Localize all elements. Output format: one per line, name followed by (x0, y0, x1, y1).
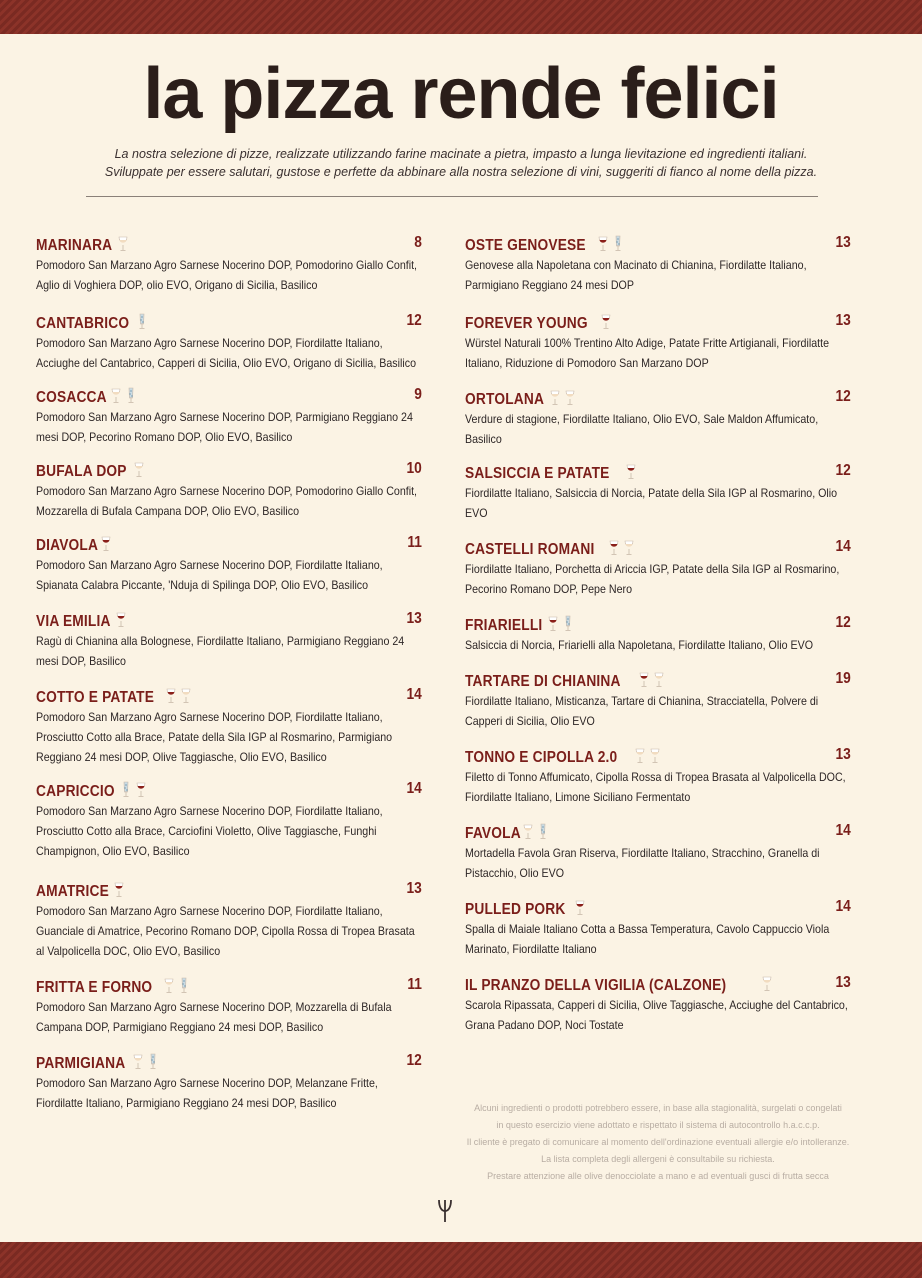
red-wine-glass-icon (135, 780, 147, 803)
wine-pairing (574, 898, 589, 921)
menu-item (465, 388, 851, 450)
pizza-name: ORTOLANA (465, 390, 545, 408)
pizza-price: 12 (835, 462, 851, 479)
sparkling-wine-glass-icon (178, 976, 190, 999)
red-wine-glass-icon (625, 462, 637, 485)
pizza-name: TONNO E CIPOLLA 2.0 (465, 748, 618, 766)
wine-pairing (522, 822, 552, 845)
menu-item (36, 460, 422, 522)
white-wine-glass-icon (549, 388, 561, 411)
menu-item (36, 312, 422, 374)
pizza-name: CAPRICCIO (36, 782, 115, 800)
bottom-decorative-band (0, 1242, 922, 1278)
menu-item (465, 746, 851, 808)
white-wine-glass-icon (623, 538, 635, 561)
wine-pairing (625, 462, 640, 485)
pizza-ingredients: Fiordilatte Italiano, Misticanza, Tartare di Chianina, Stracciatella, Polvere di Capperi di Sicilia, Olio EVO (465, 695, 819, 728)
pizza-price: 13 (835, 746, 851, 763)
red-wine-glass-icon (600, 312, 612, 335)
pizza-name: FRITTA E FORNO (36, 978, 153, 996)
menu-item (465, 670, 851, 732)
pizza-price: 14 (406, 780, 422, 797)
wine-pairing (132, 1052, 162, 1075)
pizza-price: 13 (835, 974, 851, 991)
menu-item (36, 976, 422, 1038)
pizza-name: COTTO E PATATE (36, 688, 155, 706)
sparkling-wine-glass-icon (125, 386, 137, 409)
pizza-ingredients: Verdure di stagione, Fiordilatte Italiano, Olio EVO, Sale Maldon Affumicato, Basilico (465, 413, 819, 446)
menu-item (465, 974, 851, 1036)
pizza-price: 14 (835, 538, 851, 555)
intro-line-2: Sviluppate per essere salutari, gustose e perfette da abbinare alla nostra selezione di vini, suggeriti di fianco al nome della pizza. (104, 165, 818, 179)
menu-item (465, 234, 851, 296)
disclaimer-line: Alcuni ingredienti o prodotti potrebbero essere, in base alla stagionalità, surgelati o congelati (474, 1103, 842, 1113)
menu-item (465, 822, 851, 884)
red-wine-glass-icon (547, 614, 559, 637)
menu-item (36, 234, 422, 296)
white-wine-glass-icon (522, 822, 534, 845)
menu-item (465, 538, 851, 600)
pizza-name: FRIARIELLI (465, 616, 543, 634)
menu-item (465, 898, 851, 960)
pizza-price: 12 (835, 388, 851, 405)
sparkling-wine-glass-icon (120, 780, 132, 803)
red-wine-glass-icon (165, 686, 177, 709)
menu-item (36, 610, 422, 672)
pizza-ingredients: Salsiccia di Norcia, Friarielli alla Napoletana, Fiordilatte Italiano, Olio EVO (465, 639, 813, 652)
disclaimer-line: in questo esercizio viene adottato e rispettato il sistema di autocontrollo h.a.c.c.p. (496, 1120, 820, 1130)
pizza-name: CASTELLI ROMANI (465, 540, 595, 558)
pizza-ingredients: Spalla di Maiale Italiano Cotta a Bassa Temperatura, Cavolo Cappuccio Viola Marinato, Fiordilatte Italiano (465, 923, 830, 956)
wine-pairing (115, 610, 130, 633)
pizza-name: TARTARE DI CHIANINA (465, 672, 621, 690)
pizza-ingredients: Mortadella Favola Gran Riserva, Fiordilatte Italiano, Stracchino, Granella di Pistacchio, Olio EVO (465, 847, 820, 880)
intro-line-1: La nostra selezione di pizze, realizzate utilizzando farine macinate a pietra, impasto a lunga lievitazione ed ingredienti italiani. (114, 147, 808, 161)
red-wine-glass-icon (574, 898, 586, 921)
wine-pairing (638, 670, 668, 693)
header-divider (86, 196, 818, 197)
pizza-price: 13 (835, 234, 851, 251)
pizza-name: SALSICCIA E PATATE (465, 464, 610, 482)
pizza-price: 13 (406, 610, 422, 627)
red-wine-glass-icon (113, 880, 125, 903)
wine-pairing (549, 388, 579, 411)
pizza-ingredients: Pomodoro San Marzano Agro Sarnese Nocerino DOP, Fiordilatte Italiano, Acciughe del Cantabrico, Capperi di Sicilia, Olio EVO, Origano di Sicilia, Basilico (36, 337, 417, 370)
pizza-name: PARMIGIANA (36, 1054, 126, 1072)
menu-column-left (36, 234, 422, 1114)
pizza-price: 14 (835, 898, 851, 915)
pizza-name: VIA EMILIA (36, 612, 111, 630)
page-title: la pizza rende felici (143, 54, 779, 134)
pizza-price: 8 (414, 234, 422, 251)
pizza-price: 10 (406, 460, 422, 477)
pizza-ingredients: Pomodoro San Marzano Agro Sarnese Nocerino DOP, Melanzane Fritte, Fiordilatte Italiano, Parmigiano Reggiano 24 mesi DOP, Basilico (36, 1077, 378, 1110)
menu-column-right (465, 234, 851, 1036)
sparkling-wine-glass-icon (136, 312, 148, 335)
pizza-price: 12 (406, 312, 422, 329)
white-wine-glass-icon (117, 234, 129, 257)
red-wine-glass-icon (597, 234, 609, 257)
pizza-ingredients: Genovese alla Napoletana con Macinato di Chianina, Fiordilatte Italiano, Parmigiano Reggiano 24 mesi DOP (465, 259, 807, 292)
pizza-name: IL PRANZO DELLA VIGILIA (CALZONE) (465, 976, 727, 994)
disclaimer-line: Il cliente è pregato di comunicare al momento dell'ordinazione eventuali allergie e/o intolleranze. (466, 1137, 850, 1147)
menu-item (465, 312, 851, 374)
red-wine-glass-icon (638, 670, 650, 693)
menu-item (36, 686, 422, 768)
pizza-name: MARINARA (36, 236, 113, 254)
pizza-price: 13 (835, 312, 851, 329)
pizza-ingredients: Pomodoro San Marzano Agro Sarnese Nocerino DOP, Parmigiano Reggiano 24 mesi DOP, Pecorino Romano DOP, Olio EVO, Basilico (36, 411, 413, 444)
intro-text (40, 145, 882, 181)
allergen-disclaimer (462, 1100, 854, 1185)
pizza-name: OSTE GENOVESE (465, 236, 586, 254)
white-wine-glass-icon (653, 670, 665, 693)
wine-pairing (165, 686, 195, 709)
wine-pairing (163, 976, 193, 999)
white-wine-glass-icon (564, 388, 576, 411)
wine-pairing (600, 312, 615, 335)
white-wine-glass-icon (110, 386, 122, 409)
pizza-ingredients: Pomodoro San Marzano Agro Sarnese Nocerino DOP, Fiordilatte Italiano, Prosciutto Cotto alla Brace, Patate della Sila IGP al Rosmarino, Parmigiano Reggiano 24 mesi DOP, Olive Taggiasche, Olio EVO, Basilico (36, 711, 393, 764)
white-wine-glass-icon (132, 1052, 144, 1075)
pizza-price: 11 (407, 976, 422, 993)
pizza-name: BUFALA DOP (36, 462, 127, 480)
sparkling-wine-glass-icon (562, 614, 574, 637)
pizza-price: 14 (835, 822, 851, 839)
menu-item (36, 780, 422, 862)
wine-pairing (547, 614, 577, 637)
pizza-ingredients: Würstel Naturali 100% Trentino Alto Adige, Patate Fritte Artigianali, Fiordilatte Italiano, Riduzione di Pomodoro San Marzano DOP (465, 337, 830, 370)
wine-pairing (136, 312, 151, 335)
white-wine-glass-icon (133, 460, 145, 483)
pizza-price: 11 (407, 534, 422, 551)
pizza-ingredients: Scarola Ripassata, Capperi di Sicilia, Olive Taggiasche, Acciughe del Cantabrico, Grana Padano DOP, Noci Tostate (465, 999, 848, 1032)
red-wine-glass-icon (115, 610, 127, 633)
menu-item (465, 462, 851, 524)
restaurant-logo-icon (436, 1198, 454, 1229)
pizza-price: 9 (414, 386, 422, 403)
pizza-name: COSACCA (36, 388, 107, 406)
sparkling-wine-glass-icon (612, 234, 624, 257)
wine-pairing (133, 460, 148, 483)
wine-pairing (608, 538, 638, 561)
pizza-price: 19 (835, 670, 851, 687)
white-wine-glass-icon (761, 974, 773, 997)
wine-pairing (117, 234, 132, 257)
white-wine-glass-icon (649, 746, 661, 769)
wine-pairing (100, 534, 115, 557)
pizza-ingredients: Pomodoro San Marzano Agro Sarnese Nocerino DOP, Pomodorino Giallo Confit, Mozzarella di Bufala Campana DOP, Olio EVO, Basilico (36, 485, 418, 518)
pizza-price: 12 (406, 1052, 422, 1069)
pizza-price: 12 (835, 614, 851, 631)
pizza-ingredients: Fiordilatte Italiano, Salsiccia di Norcia, Patate della Sila IGP al Rosmarino, Olio EVO (465, 487, 838, 520)
wine-pairing (113, 880, 128, 903)
white-wine-glass-icon (634, 746, 646, 769)
white-wine-glass-icon (163, 976, 175, 999)
pizza-ingredients: Filetto di Tonno Affumicato, Cipolla Rossa di Tropea Brasata al Valpolicella DOC, Fiordilatte Italiano, Limone Siciliano Fermentato (465, 771, 846, 804)
top-decorative-band (0, 0, 922, 34)
pizza-ingredients: Pomodoro San Marzano Agro Sarnese Nocerino DOP, Mozzarella di Bufala Campana DOP, Parmigiano Reggiano 24 mesi DOP, Basilico (36, 1001, 392, 1034)
pizza-price: 14 (406, 686, 422, 703)
pizza-name: FOREVER YOUNG (465, 314, 588, 332)
pizza-ingredients: Fiordilatte Italiano, Porchetta di Ariccia IGP, Patate della Sila IGP al Rosmarino, Pecorino Romano DOP, Pepe Nero (465, 563, 840, 596)
red-wine-glass-icon (100, 534, 112, 557)
red-wine-glass-icon (608, 538, 620, 561)
pizza-name: FAVOLA (465, 824, 521, 842)
wine-pairing (597, 234, 627, 257)
wine-pairing (634, 746, 664, 769)
menu-item (36, 386, 422, 448)
sparkling-wine-glass-icon (537, 822, 549, 845)
pizza-ingredients: Ragù di Chianina alla Bolognese, Fiordilatte Italiano, Parmigiano Reggiano 24 mesi DOP, Basilico (36, 635, 405, 668)
menu-item (36, 880, 422, 962)
sparkling-wine-glass-icon (147, 1052, 159, 1075)
wine-pairing (110, 386, 140, 409)
pizza-ingredients: Pomodoro San Marzano Agro Sarnese Nocerino DOP, Fiordilatte Italiano, Prosciutto Cotto alla Brace, Carciofini Violetto, Olive Taggiasche, Funghi Champignon, Olio EVO, Basilico (36, 805, 383, 858)
disclaimer-line: La lista completa degli allergeni è consultabile su richiesta. (541, 1154, 775, 1164)
pizza-ingredients: Pomodoro San Marzano Agro Sarnese Nocerino DOP, Pomodorino Giallo Confit, Aglio di Voghiera DOP, olio EVO, Origano di Sicilia, Basilico (36, 259, 418, 292)
wine-pairing (761, 974, 776, 997)
pizza-name: CANTABRICO (36, 314, 130, 332)
menu-item (36, 534, 422, 596)
pizza-ingredients: Pomodoro San Marzano Agro Sarnese Nocerino DOP, Fiordilatte Italiano, Guanciale di Amatrice, Pecorino Romano DOP, Cipolla Rossa di Tropea Brasata al Valpolicella DOC, Olio EVO, Basilico (36, 905, 415, 958)
menu-item (36, 1052, 422, 1114)
pizza-name: AMATRICE (36, 882, 109, 900)
pizza-ingredients: Pomodoro San Marzano Agro Sarnese Nocerino DOP, Fiordilatte Italiano, Spianata Calabra Piccante, 'Nduja di Spilinga DOP, Olio EVO, Basilico (36, 559, 383, 592)
pizza-name: DIAVOLA (36, 536, 99, 554)
pizza-price: 13 (406, 880, 422, 897)
white-wine-glass-icon (180, 686, 192, 709)
menu-item (465, 614, 851, 656)
disclaimer-line: Prestare attenzione alle olive denocciolate a mano e ad eventuali gusci di frutta secca (487, 1171, 829, 1181)
pizza-name: PULLED PORK (465, 900, 566, 918)
wine-pairing (120, 780, 150, 803)
